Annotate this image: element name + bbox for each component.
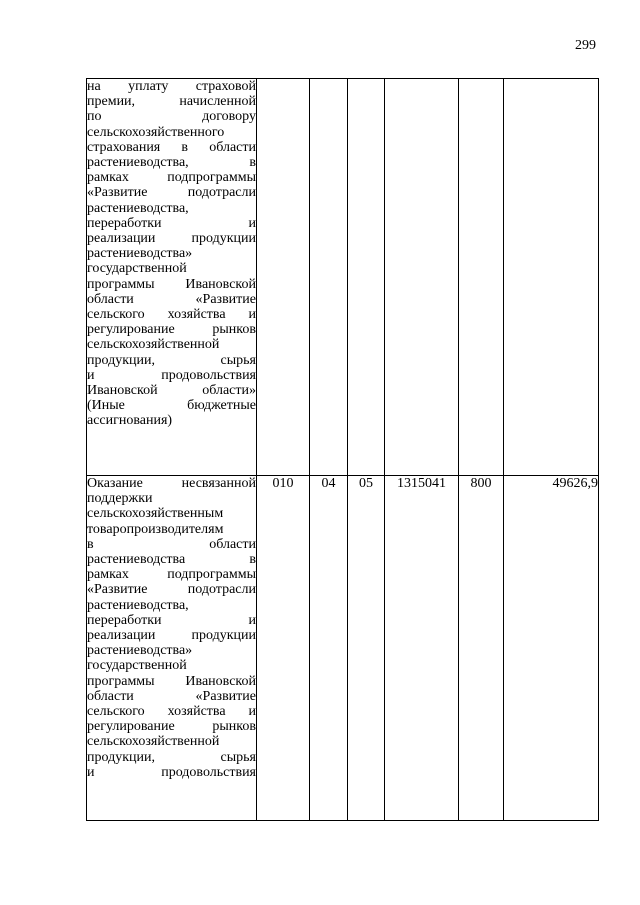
description-line: реализации продукции [87, 231, 256, 247]
row-description [87, 79, 257, 476]
amount-cell: 49626,9 [504, 476, 599, 821]
description-line: рамках подпрограммы [87, 170, 256, 186]
ministry-code-cell: 010 [257, 476, 310, 821]
description-line: по договору [87, 109, 256, 125]
description-line: растениеводства, [87, 200, 189, 216]
description-line: программы Ивановской [87, 673, 256, 689]
description-line: переработки и [87, 612, 256, 628]
description-line: государственной [87, 658, 187, 674]
description-line: продукции, сырья [87, 352, 256, 368]
description-line: поддержки [87, 491, 153, 507]
section-code-cell: 04 [310, 476, 348, 821]
subsection-code-cell: 05 [348, 476, 385, 821]
page-number: 299 [575, 38, 596, 53]
description-line: регулирование рынков [87, 719, 256, 735]
description-line: программы Ивановской [87, 276, 256, 292]
description-line: растениеводства в [87, 552, 256, 568]
description-line: сельского хозяйства и [87, 704, 256, 720]
description-line: (Иные бюджетные [87, 398, 256, 414]
expense-type-cell: 800 [459, 476, 504, 821]
description-line: товаропроизводителям [87, 521, 224, 537]
description-line: регулирование рынков [87, 322, 256, 338]
description-line: сельского хозяйства и [87, 307, 256, 323]
target-article-cell: 1315041 [385, 476, 459, 821]
description-line: государственной [87, 261, 187, 277]
description-line: и продовольствия [87, 367, 256, 383]
description-line: продукции, сырья [87, 749, 256, 765]
description-line: на уплату страховой [87, 79, 256, 94]
description-line: Ивановской области» [87, 383, 256, 399]
amount-cell [504, 79, 599, 476]
section-code-cell [310, 79, 348, 476]
subsection-code-cell [348, 79, 385, 476]
description-line: Оказание несвязанной [87, 476, 256, 491]
expense-type-cell [459, 79, 504, 476]
description-line: рамках подпрограммы [87, 567, 256, 583]
description-line: сельскохозяйственного [87, 124, 225, 140]
ministry-code-cell [257, 79, 310, 476]
description-line: сельскохозяйственным [87, 506, 224, 522]
description-line: переработки и [87, 215, 256, 231]
description-line: области «Развитие [87, 291, 256, 307]
budget-table [86, 78, 599, 821]
target-article-cell [385, 79, 459, 476]
row-description [87, 476, 257, 821]
description-line: растениеводства, в [87, 155, 256, 171]
description-line: сельскохозяйственной [87, 337, 220, 353]
description-line: растениеводства» [87, 643, 193, 659]
description-line: растениеводства, [87, 597, 189, 613]
description-line: области «Развитие [87, 688, 256, 704]
description-line: ассигнования) [87, 413, 173, 429]
description-line: и продовольствия [87, 764, 256, 780]
description-line: сельскохозяйственной [87, 734, 220, 750]
description-line: страхования в области [87, 139, 256, 155]
description-line: «Развитие подотрасли [87, 582, 256, 598]
description-line: растениеводства» [87, 246, 193, 262]
description-line: в области [87, 536, 256, 552]
description-line: «Развитие подотрасли [87, 185, 256, 201]
table-row [87, 79, 599, 476]
table-row [87, 476, 599, 821]
description-line: премии, начисленной [87, 94, 256, 110]
description-line: реализации продукции [87, 628, 256, 644]
